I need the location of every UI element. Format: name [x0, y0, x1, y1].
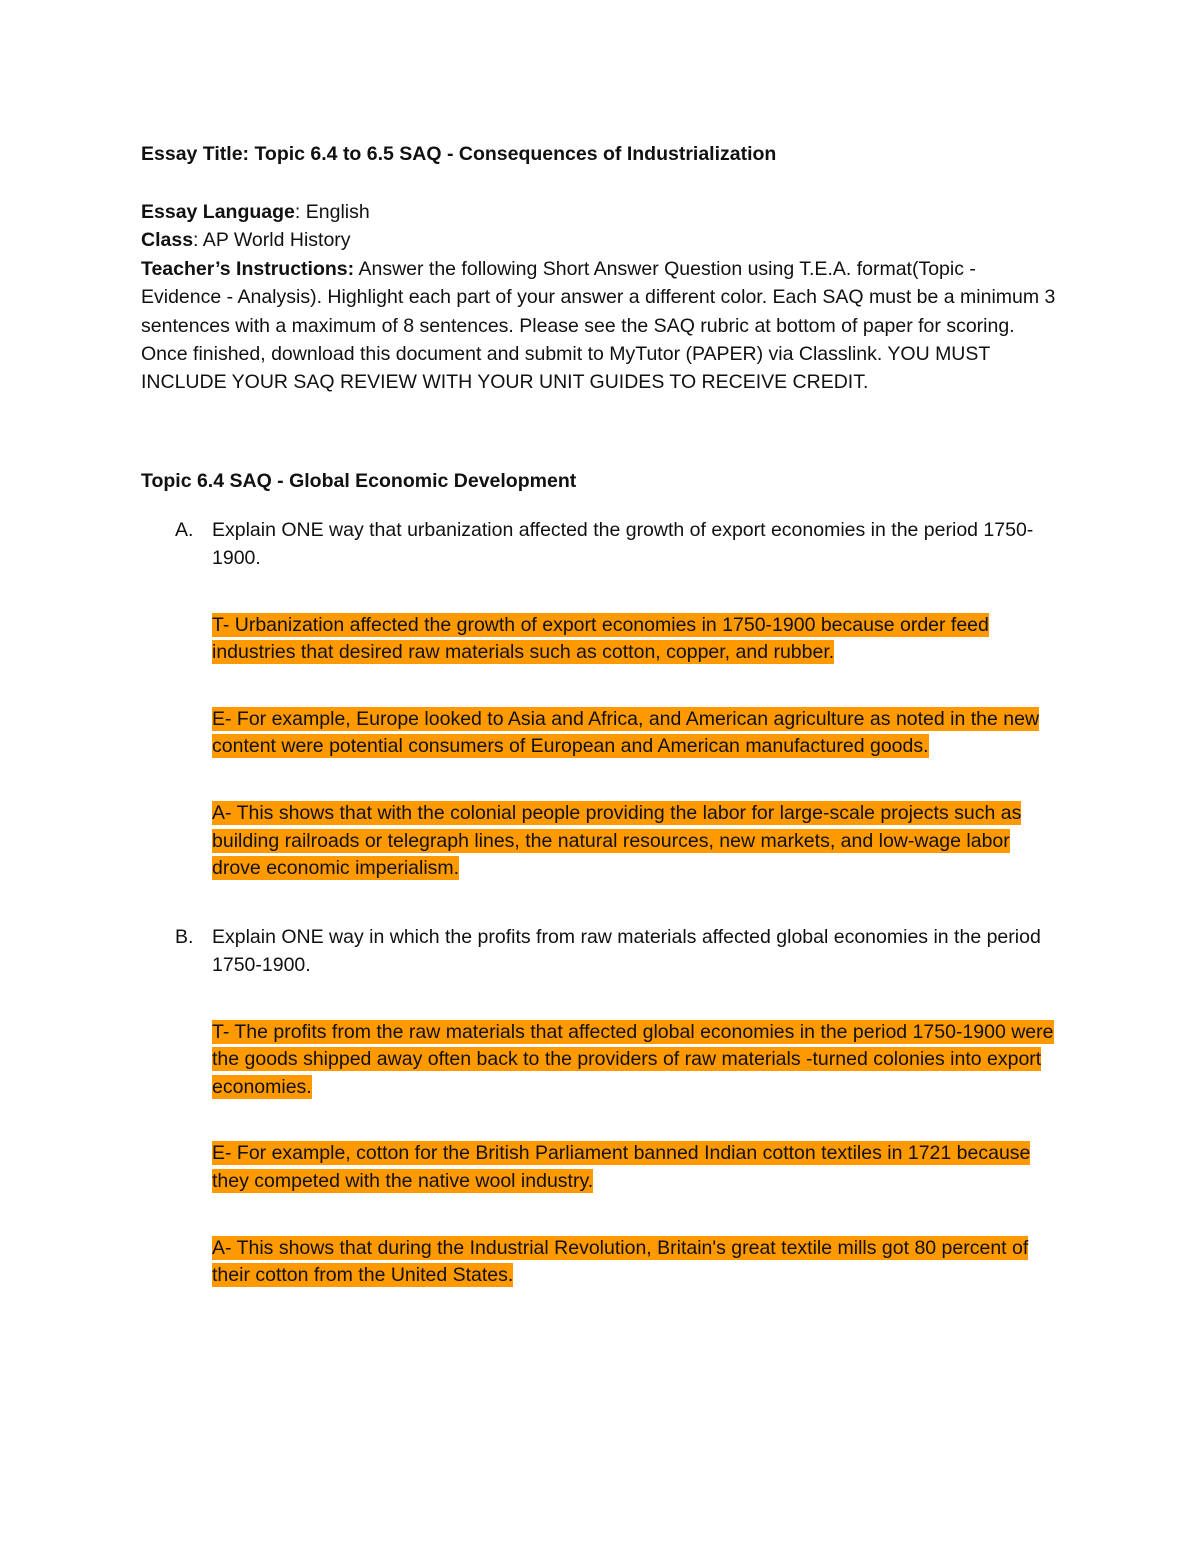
highlighted-text: T- Urbanization affected the growth of export economies in 1750-1900 because order feed industries that desired raw materials such as cotton, copper, and rubber.	[212, 613, 989, 664]
answer-b-analysis	[212, 1235, 1061, 1290]
answer-b-topic	[212, 1019, 1061, 1102]
question-b-letter: B.	[175, 925, 194, 948]
class-label: Class	[141, 229, 194, 252]
instructions-label: Teacher’s Instructions:	[141, 257, 355, 280]
answer-a-topic	[212, 612, 1061, 667]
topic-heading: Topic 6.4 SAQ - Global Economic Development	[141, 469, 577, 492]
class-line	[141, 226, 1061, 254]
question-b-prompt: Explain ONE way in which the profits from raw materials affected global economies in the period 1750-1900.	[212, 925, 1041, 977]
highlighted-text: A- This shows that during the Industrial Revolution, Britain's great textile mills got 80 percent of their cotton from the United States.	[212, 1236, 1029, 1287]
highlighted-text: T- The profits from the raw materials that affected global economies in the period 1750-1900 were the goods shipped away often back to the providers of raw materials -turned colonies into export economies.	[212, 1020, 1054, 1098]
answer-b-evidence	[212, 1140, 1061, 1195]
class-value: : AP World History	[193, 229, 351, 252]
essay-language-label: Essay Language	[141, 201, 295, 223]
essay-language-line	[141, 198, 1061, 226]
essay-language-value: : English	[294, 201, 370, 223]
instructions-text: Answer the following Short Answer Question using T.E.A. format(Topic - Evidence - Analysis). Highlight each part of your answer a different color. Each SAQ must be a minimum 3 sentences with a maximum of 8 sentences. Please see the SAQ rubric at bottom of paper for scoring. Once finished, download this document and submit to MyTutor (PAPER) via Classlink. YOU MUST INCLUDE YOUR SAQ REVIEW WITH YOUR UNIT GUIDES TO RECEIVE CREDIT.	[141, 257, 1056, 394]
teacher-instructions	[141, 255, 1061, 397]
document-body	[141, 140, 1061, 1290]
essay-title: Essay Title: Topic 6.4 to 6.5 SAQ - Consequences of Industrialization	[141, 143, 777, 165]
question-a	[141, 516, 1061, 573]
highlighted-text: A- This shows that with the colonial people providing the labor for large-scale projects such as building railroads or telegraph lines, the natural resources, new markets, and low-wage labor drove economic imperialism.	[212, 802, 1022, 880]
highlighted-text: E- For example, cotton for the British Parliament banned Indian cotton textiles in 1721 because they competed with the native wool industry.	[212, 1142, 1031, 1192]
answer-a-evidence	[212, 706, 1061, 761]
question-b	[141, 923, 1061, 980]
answer-a-analysis	[212, 800, 1061, 883]
highlighted-text: E- For example, Europe looked to Asia and Africa, and American agriculture as noted in the new content were potential consumers of European and American manufactured goods.	[212, 707, 1040, 758]
question-a-letter: A.	[175, 518, 194, 541]
question-a-prompt: Explain ONE way that urbanization affected the growth of export economies in the period 1750-1900.	[212, 518, 1034, 570]
